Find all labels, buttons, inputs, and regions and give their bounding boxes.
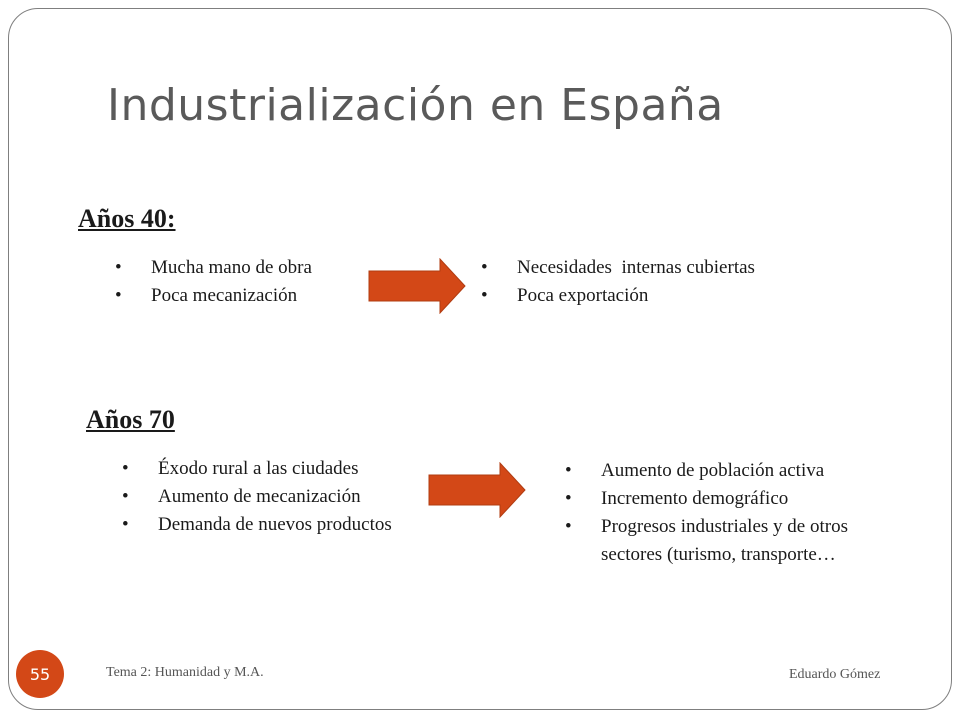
footer-author: Eduardo Gómez [789,667,881,682]
list-item: • Progresos industriales y de otros sectores (turismo, transporte… [565,513,865,569]
list-item: • Poca exportación [481,282,841,310]
heading-anos-40: Años 40: [78,204,176,233]
heading-anos-70: Años 70 [86,405,175,434]
list-item: • Demanda de nuevos productos [122,511,392,539]
list-item: • Necesidades internas cubiertas [481,254,841,282]
right-arrow-icon [368,258,466,314]
list-item: • Poca mecanización [115,282,312,310]
effects-list-40 [481,254,841,310]
causes-list-70 [122,455,392,539]
page-number-badge: 55 [16,650,64,698]
list-item: • Mucha mano de obra [115,254,312,282]
right-arrow-icon [428,462,526,518]
causes-list-40 [115,254,312,310]
effects-list-70 [565,457,865,569]
list-item: • Aumento de población activa [565,457,865,485]
list-item: • Aumento de mecanización [122,483,392,511]
list-item: • Éxodo rural a las ciudades [122,455,392,483]
footer-course: Tema 2: Humanidad y M.A. [106,665,264,680]
slide-title: Industrialización en España [107,80,724,131]
list-item: • Incremento demográfico [565,485,865,513]
